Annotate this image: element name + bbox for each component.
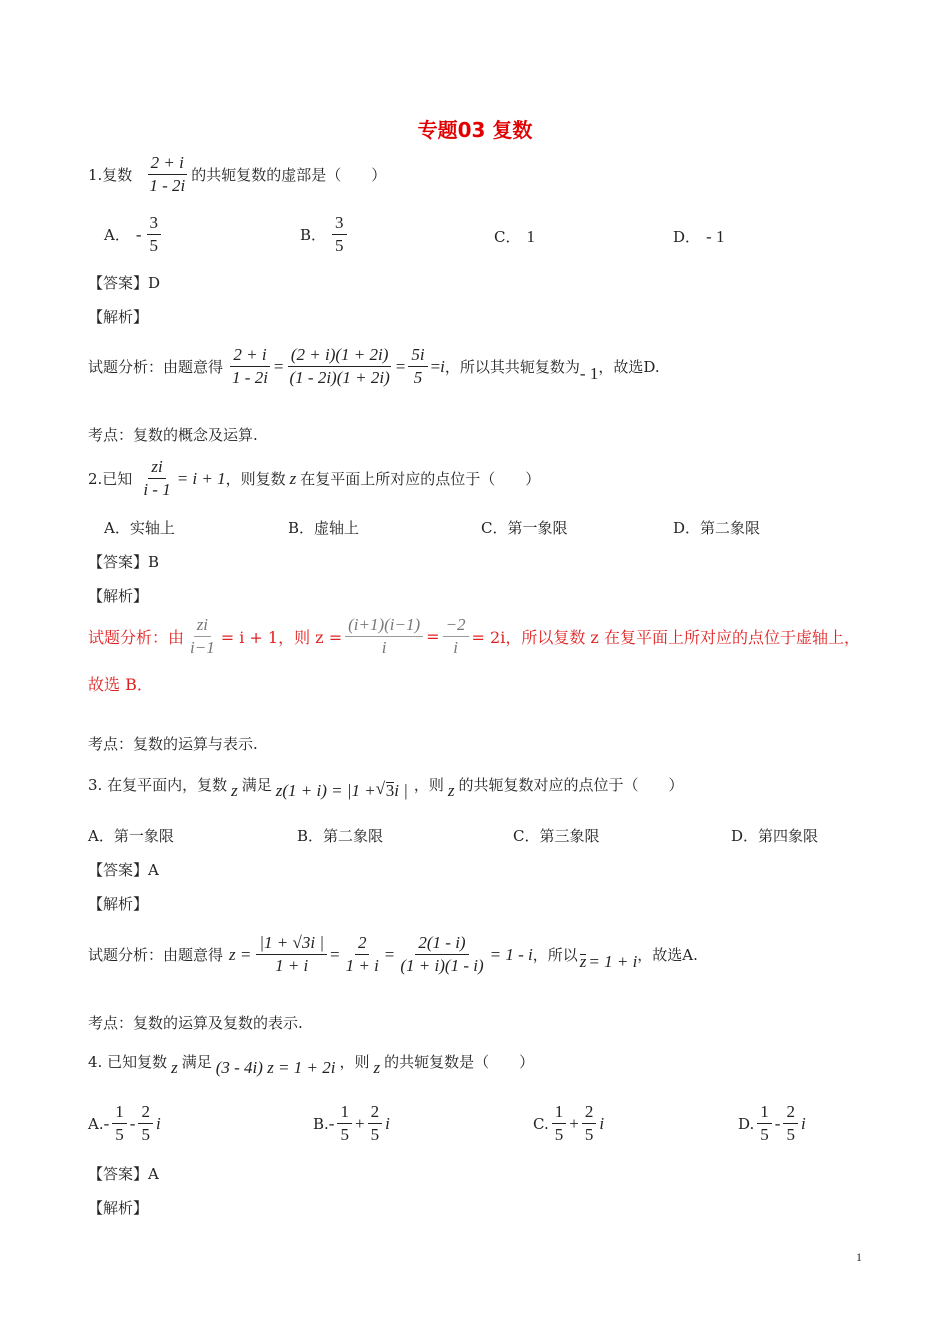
option-label: D． <box>673 228 701 246</box>
answer-value: B <box>148 552 160 571</box>
frac-den: 5 <box>786 1125 795 1144</box>
by-meaning-label: 由题意得 <box>163 946 224 964</box>
q3-option-b: B．第二象限 <box>297 827 384 845</box>
sol-frac-3 <box>397 934 486 975</box>
frac-den: 5 <box>584 1125 594 1144</box>
q2-fraction <box>140 458 173 499</box>
sol-text: ，所以 <box>532 946 578 964</box>
analysis-label: 【解析】 <box>88 895 149 913</box>
sol-result: = 1 - i <box>489 944 533 964</box>
kaodian-text: 复数的运算与表示. <box>133 735 258 753</box>
frac-den: 5 <box>149 236 159 255</box>
frac-num: (i+1)(i−1) <box>345 616 423 637</box>
equals: = <box>395 356 406 376</box>
frac-num: |1 + √3i | <box>256 934 327 955</box>
answer-value: A <box>148 1164 159 1183</box>
frac-den: (1 + i)(1 - i) <box>400 956 484 975</box>
sol-frac-3 <box>408 346 427 387</box>
q3-option-c: C．第三象限 <box>513 827 600 845</box>
q2-stem-eq: = i + 1 <box>176 468 226 488</box>
q1-option-a <box>104 214 164 255</box>
frac-num: 5i <box>408 346 427 367</box>
sol-frac-1 <box>256 934 327 975</box>
sol-end: ，故选D. <box>598 358 660 376</box>
frac-2 <box>582 1103 597 1144</box>
equals: = <box>330 944 340 964</box>
sol-frac-2 <box>345 616 423 657</box>
frac-num: zi <box>148 458 165 479</box>
frac-num: 2 <box>138 1103 153 1124</box>
sol-frac-1 <box>187 616 218 657</box>
q3-answer <box>88 859 890 880</box>
q2-stem-z: z <box>289 468 297 488</box>
q3-kaodian <box>88 1012 890 1033</box>
answer-label: 【答案】 <box>88 861 149 879</box>
sol-a: = i + 1，则 z = <box>220 628 343 647</box>
sol-value: - 1 <box>579 363 599 383</box>
kaodian-text: 复数的概念及运算. <box>133 426 258 444</box>
frac-num: 2 <box>355 934 370 955</box>
frac-num: 2(1 - i) <box>415 934 468 955</box>
q4-option-a <box>88 1103 161 1144</box>
q3-stem-eq: z(1 + i) = |1 + <box>275 781 376 800</box>
q1-frac-num: 2 + i <box>148 154 187 175</box>
q4-stem-post1: ，则 <box>339 1052 370 1071</box>
frac-den: 5 <box>413 368 423 387</box>
option-label: C． <box>494 228 521 246</box>
frac-den: 1 - 2i <box>232 368 268 387</box>
q4-stem-z: z <box>171 1058 178 1077</box>
q3-stem-z: z <box>231 781 238 800</box>
q3-stem-mid: 满足 <box>241 775 272 794</box>
q2-solution-line1 <box>88 616 890 657</box>
q1-stem-post: 的共轭复数的虚部是（ ） <box>191 166 387 184</box>
q4-analysis-label <box>88 1197 890 1218</box>
option-label: D. <box>738 1114 755 1133</box>
q3-stem-post1: ，则 <box>413 775 444 794</box>
frac-num: 2 + i <box>230 346 269 367</box>
sol-end: ，故选A. <box>637 946 698 964</box>
analysis-label: 【解析】 <box>88 1199 149 1217</box>
q1-answer <box>88 272 890 293</box>
imag-i: i <box>599 1113 605 1133</box>
q1-analysis-label <box>88 306 890 327</box>
frac-den: 5 <box>335 236 344 255</box>
q2-option-b: B．虚轴上 <box>288 519 360 537</box>
analysis-label: 【解析】 <box>88 587 149 605</box>
q4-stem-post2: 的共轭复数是（ ） <box>384 1052 535 1071</box>
question-2-stem <box>88 458 890 499</box>
frac-den: 1 + i <box>275 956 309 975</box>
q3-stem-z2: z <box>447 781 455 800</box>
frac-den: i - 1 <box>143 480 171 499</box>
frac-den: 5 <box>340 1125 349 1144</box>
equals: = <box>384 944 395 964</box>
frac-den: 5 <box>115 1125 124 1144</box>
analysis-label: 【解析】 <box>88 308 149 326</box>
option-value: 1 <box>526 226 535 246</box>
option-label: A. <box>88 1114 104 1133</box>
q2-analysis-label <box>88 585 890 606</box>
sol-text: ，所以其共轭复数为 <box>444 358 580 376</box>
kaodian-label: 考点： <box>88 426 134 444</box>
equals: = <box>430 356 441 376</box>
q2-kaodian <box>88 733 890 754</box>
option-label: B． <box>300 226 327 244</box>
frac-num: (2 + i)(1 + 2i) <box>288 346 392 367</box>
q4-stem-eq: (3 - 4i) z = 1 + 2i <box>215 1058 336 1077</box>
question-3-stem <box>88 767 890 801</box>
sol-result2: = 1 + i <box>588 951 638 971</box>
frac-1 <box>552 1103 567 1144</box>
frac-den: i−1 <box>190 638 215 657</box>
sign-2: + <box>569 1113 579 1133</box>
q4-stem-mid: 满足 <box>181 1052 212 1071</box>
frac-num: 1 <box>112 1103 127 1124</box>
q1-kaodian <box>88 424 890 445</box>
option-fraction <box>147 214 162 255</box>
frac-2 <box>368 1103 383 1144</box>
q2-stem-post: 在复平面上所对应的点位于（ ） <box>300 470 541 488</box>
trial-label: 试题分析： <box>88 946 164 964</box>
option-sign: - <box>135 224 142 244</box>
frac-den: (1 - 2i)(1 + 2i) <box>289 368 390 387</box>
q3-option-d: D．第四象限 <box>731 827 819 845</box>
sol-frac-1 <box>229 346 271 387</box>
q3-analysis-label <box>88 893 890 914</box>
sol-b: = <box>426 627 440 646</box>
answer-label: 【答案】 <box>88 553 149 571</box>
page-number: 1 <box>856 1250 862 1264</box>
sign-2: - <box>129 1113 136 1133</box>
q2-option-d: D．第二象限 <box>673 519 761 537</box>
frac-den: 1 + i <box>345 956 379 975</box>
q2-solution-line2 <box>88 672 890 695</box>
answer-value: A <box>148 860 159 879</box>
q2-stem-pre: 2.已知 <box>88 470 133 488</box>
q1-option-d <box>673 226 724 247</box>
q1-stem-pre: 1.复数 <box>88 166 133 184</box>
frac-den: 5 <box>370 1125 380 1144</box>
kaodian-text: 复数的运算及复数的表示. <box>133 1014 303 1032</box>
q3-stem-post2: 的共轭复数对应的点位于（ ） <box>458 775 684 794</box>
q4-option-d <box>738 1103 806 1144</box>
q2-answer <box>88 551 890 572</box>
frac-num: 1 <box>337 1103 352 1124</box>
option-label: B. <box>313 1114 329 1133</box>
q3-stem-eq2: i | <box>394 781 408 800</box>
answer-label: 【答案】 <box>88 274 149 292</box>
frac-num: 3 <box>332 214 347 235</box>
option-label: A． <box>104 226 130 244</box>
q1-frac-den: 1 - 2i <box>149 176 186 195</box>
q2-option-c: C．第一象限 <box>481 519 568 537</box>
q4-stem-pre: 4. 已知复数 <box>88 1052 168 1071</box>
sol-pre: 试题分析：由 <box>88 628 185 647</box>
sol-z: z = <box>229 944 252 964</box>
by-meaning-label: 由题意得 <box>163 358 224 376</box>
frac-1 <box>112 1103 127 1144</box>
sol-frac-2 <box>343 934 382 975</box>
result-i: i <box>440 356 445 376</box>
imag-i: i <box>155 1113 161 1133</box>
q4-answer <box>88 1163 890 1184</box>
answer-label: 【答案】 <box>88 1165 149 1183</box>
frac-num: 2 <box>582 1103 597 1124</box>
frac-den: 5 <box>554 1125 564 1144</box>
q2-option-a: A．实轴上 <box>104 519 175 537</box>
imag-i: i <box>385 1113 390 1133</box>
frac-1 <box>757 1103 772 1144</box>
q1-option-c <box>494 226 535 247</box>
question-4-stem <box>88 1044 890 1078</box>
frac-num: 1 <box>552 1103 567 1124</box>
sign-1: - <box>103 1113 110 1133</box>
frac-den: i <box>381 638 387 657</box>
q1-solution <box>88 346 890 387</box>
page-title: 专题03 复数 <box>417 118 533 142</box>
frac-num: 2 <box>783 1103 798 1124</box>
sign-2: + <box>354 1113 365 1133</box>
kaodian-label: 考点： <box>88 1014 134 1032</box>
sqrt-value: 3 <box>385 781 395 800</box>
frac-num: 3 <box>147 214 162 235</box>
trial-label: 试题分析： <box>88 358 164 376</box>
question-1-stem <box>88 154 890 195</box>
frac-den: 5 <box>760 1125 769 1144</box>
sol-line2: 故选 B． <box>88 675 153 694</box>
frac-den: i <box>453 638 458 657</box>
imag-i: i <box>800 1113 806 1133</box>
q3-option-a: A．第一象限 <box>88 827 174 845</box>
q4-stem-z2: z <box>373 1058 381 1077</box>
q3-solution <box>88 934 890 975</box>
frac-den: 5 <box>141 1125 150 1144</box>
q3-stem-pre: 3. 在复平面内，复数 <box>88 775 228 794</box>
frac-num: 1 <box>757 1103 772 1124</box>
q3-sqrt <box>376 781 395 801</box>
frac-2 <box>138 1103 153 1144</box>
sol-frac-2 <box>287 346 393 387</box>
frac-num: −2 <box>443 616 469 637</box>
kaodian-label: 考点： <box>88 735 134 753</box>
q1-option-b <box>300 214 350 255</box>
option-fraction <box>332 214 347 255</box>
sign-1: - <box>328 1113 335 1133</box>
sol-frac-3 <box>443 616 469 657</box>
equals: = <box>273 356 284 376</box>
option-label: C. <box>533 1114 549 1133</box>
answer-value: D <box>148 273 161 292</box>
frac-1 <box>337 1103 352 1144</box>
frac-2 <box>783 1103 798 1144</box>
q2-stem-mid: ，则复数 <box>225 470 286 488</box>
frac-num: zi <box>194 616 211 637</box>
z-conjugate: z <box>579 952 587 971</box>
q1-fraction <box>146 154 188 195</box>
q4-option-c <box>533 1103 604 1144</box>
sign-2: - <box>774 1113 781 1133</box>
option-value: - 1 <box>706 226 725 246</box>
frac-num: 2 <box>368 1103 383 1124</box>
q4-option-b <box>313 1103 390 1144</box>
sol-c: = 2i，所以复数 z 在复平面上所对应的点位于虚轴上， <box>471 628 860 647</box>
